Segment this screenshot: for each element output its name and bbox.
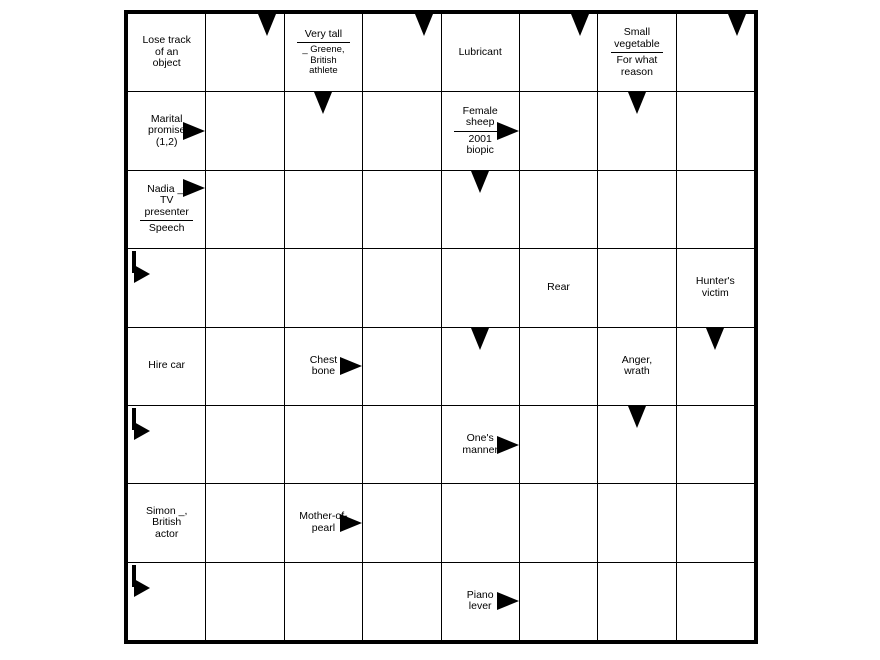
cell-content xyxy=(128,328,205,405)
answer-cell-r4c7[interactable] xyxy=(598,249,676,327)
clue-text: For what reason xyxy=(616,54,658,78)
answer-cell-r6c1[interactable] xyxy=(128,405,206,483)
answer-cell-r5c2[interactable] xyxy=(206,327,284,405)
answer-cell-r2c6[interactable] xyxy=(519,92,597,170)
answer-cell-r7c2[interactable] xyxy=(206,484,284,562)
answer-cell-r6c6[interactable] xyxy=(519,405,597,483)
clue-text: Female xyxy=(462,104,498,117)
clue-text: Marital xyxy=(150,112,183,125)
clue-text: _ Greene, xyxy=(302,44,345,56)
table-row xyxy=(128,14,755,92)
clue-text: Nadia _, xyxy=(147,182,187,195)
clue-text: Small xyxy=(623,26,651,39)
clue-text: TV xyxy=(159,194,174,207)
arrow-down-icon xyxy=(258,14,276,36)
arrow-corner-icon xyxy=(132,408,150,438)
cell-content xyxy=(520,249,597,326)
answer-cell-r4c5[interactable] xyxy=(441,249,519,327)
clue-text: athlete xyxy=(309,65,338,77)
arrow-down-icon xyxy=(628,92,646,114)
clue-text: vegetable xyxy=(614,37,660,50)
clue-text: Hunter's xyxy=(695,275,735,288)
answer-cell-r7c7[interactable] xyxy=(598,484,676,562)
answer-cell-r7c6[interactable] xyxy=(519,484,597,562)
answer-cell-r3c6[interactable] xyxy=(519,170,597,248)
clue-text: Piano xyxy=(466,588,494,601)
answer-cell-r8c1[interactable] xyxy=(128,562,206,640)
clue-cell-r6c5[interactable] xyxy=(441,405,519,483)
table-row xyxy=(128,170,755,248)
clue-text: 2001 xyxy=(468,132,492,145)
answer-cell-r5c8[interactable] xyxy=(676,327,754,405)
cell-content xyxy=(128,484,205,561)
arrow-corner-icon xyxy=(132,251,150,281)
arrow-right-icon xyxy=(183,122,205,140)
clue-text: Anger, xyxy=(621,353,653,366)
table-row xyxy=(128,249,755,327)
answer-cell-r3c7[interactable] xyxy=(598,170,676,248)
answer-cell-r7c4[interactable] xyxy=(363,484,441,562)
answer-cell-r1c4[interactable] xyxy=(363,14,441,92)
clue-text: (1,2) xyxy=(155,135,178,148)
clue-text: promise xyxy=(148,124,186,137)
clue-text: Lubricant xyxy=(458,45,502,58)
answer-cell-r5c5[interactable] xyxy=(441,327,519,405)
clue-cell-r1c5[interactable] xyxy=(441,14,519,92)
crossword-table xyxy=(127,13,755,641)
answer-cell-r5c4[interactable] xyxy=(363,327,441,405)
cell-content xyxy=(285,14,362,91)
answer-cell-r2c2[interactable] xyxy=(206,92,284,170)
crossword-grid[interactable] xyxy=(124,10,758,644)
arrow-right-icon xyxy=(183,179,205,197)
arrow-down-icon xyxy=(728,14,746,36)
answer-cell-r8c8[interactable] xyxy=(676,562,754,640)
clue-cell-r7c3[interactable] xyxy=(284,484,362,562)
answer-cell-r8c4[interactable] xyxy=(363,562,441,640)
answer-cell-r3c8[interactable] xyxy=(676,170,754,248)
answer-cell-r8c7[interactable] xyxy=(598,562,676,640)
answer-cell-r6c7[interactable] xyxy=(598,405,676,483)
cell-content xyxy=(677,249,754,326)
clue-text: biopic xyxy=(466,144,494,157)
clue-text: manner xyxy=(462,443,498,456)
answer-cell-r7c5[interactable] xyxy=(441,484,519,562)
clue-text: wrath xyxy=(624,365,650,378)
clue-text: sheep xyxy=(465,116,495,129)
answer-cell-r2c8[interactable] xyxy=(676,92,754,170)
clue-text: British xyxy=(152,516,182,529)
clue-text: Very tall xyxy=(304,27,343,40)
clue-cell-r5c7[interactable] xyxy=(598,327,676,405)
clue-text: of an xyxy=(155,45,179,58)
clue-divider xyxy=(140,220,193,221)
answer-cell-r2c7[interactable] xyxy=(598,92,676,170)
clue-cell-r1c7[interactable] xyxy=(598,14,676,92)
clue-cell-r5c1[interactable] xyxy=(128,327,206,405)
clue-text: Chest xyxy=(309,353,338,366)
clue-cell-r4c6[interactable] xyxy=(519,249,597,327)
clue-text: Lose track xyxy=(142,34,191,47)
answer-cell-r6c8[interactable] xyxy=(676,405,754,483)
clue-text: pearl xyxy=(311,521,336,534)
arrow-down-icon xyxy=(571,14,589,36)
clue-text: bone xyxy=(311,365,336,378)
arrow-down-icon xyxy=(628,406,646,428)
clue-cell-r5c3[interactable] xyxy=(284,327,362,405)
clue-text: actor xyxy=(155,527,179,540)
answer-cell-r6c3[interactable] xyxy=(284,405,362,483)
arrow-head xyxy=(134,579,150,597)
clue-cell-r2c5[interactable] xyxy=(441,92,519,170)
answer-cell-r4c3[interactable] xyxy=(284,249,362,327)
answer-cell-r5c6[interactable] xyxy=(519,327,597,405)
clue-text: presenter xyxy=(144,205,189,218)
clue-divider xyxy=(611,52,664,53)
answer-cell-r4c4[interactable] xyxy=(363,249,441,327)
answer-cell-r3c2[interactable] xyxy=(206,170,284,248)
answer-cell-r1c6[interactable] xyxy=(519,14,597,92)
cell-content xyxy=(442,14,519,91)
table-row xyxy=(128,92,755,170)
arrow-head xyxy=(134,265,150,283)
answer-cell-r1c8[interactable] xyxy=(676,14,754,92)
cell-content xyxy=(598,328,675,405)
clue-text: Hire car xyxy=(148,359,186,372)
clue-text: Simon _, xyxy=(145,504,188,517)
answer-cell-r6c4[interactable] xyxy=(363,405,441,483)
clue-text: object xyxy=(152,57,181,70)
arrow-right-icon xyxy=(340,514,362,532)
clue-cell-r3c1[interactable] xyxy=(128,170,206,248)
table-row xyxy=(128,327,755,405)
clue-text: British xyxy=(310,54,337,66)
arrow-right-icon xyxy=(497,122,519,140)
answer-cell-r4c2[interactable] xyxy=(206,249,284,327)
clue-cell-r2c1[interactable] xyxy=(128,92,206,170)
table-row xyxy=(128,562,755,640)
answer-cell-r8c3[interactable] xyxy=(284,562,362,640)
arrow-down-icon xyxy=(314,92,332,114)
answer-cell-r7c8[interactable] xyxy=(676,484,754,562)
answer-cell-r6c2[interactable] xyxy=(206,405,284,483)
clue-text: victim xyxy=(701,286,729,299)
clue-cell-r4c8[interactable] xyxy=(676,249,754,327)
arrow-head xyxy=(134,422,150,440)
answer-cell-r8c6[interactable] xyxy=(519,562,597,640)
clue-text: One's xyxy=(466,432,494,445)
answer-cell-r8c2[interactable] xyxy=(206,562,284,640)
answer-cell-r3c3[interactable] xyxy=(284,170,362,248)
arrow-right-icon xyxy=(497,592,519,610)
arrow-right-icon xyxy=(497,436,519,454)
clue-text: Mother-of- xyxy=(299,510,348,523)
clue-text: Speech xyxy=(148,222,185,235)
arrow-down-icon xyxy=(706,328,724,350)
arrow-down-icon xyxy=(471,171,489,193)
table-row xyxy=(128,484,755,562)
answer-cell-r1c2[interactable] xyxy=(206,14,284,92)
clue-text: Rear xyxy=(547,281,570,294)
cell-content xyxy=(598,14,675,91)
answer-cell-r2c3[interactable] xyxy=(284,92,362,170)
cell-content xyxy=(128,14,205,91)
clue-cell-r1c3[interactable] xyxy=(284,14,362,92)
clue-divider xyxy=(297,42,350,43)
answer-cell-r3c4[interactable] xyxy=(363,170,441,248)
clue-cell-r1c1[interactable] xyxy=(128,14,206,92)
arrow-corner-icon xyxy=(132,565,150,595)
table-row xyxy=(128,405,755,483)
clue-cell-r8c5[interactable] xyxy=(441,562,519,640)
arrow-down-icon xyxy=(471,328,489,350)
clue-text: lever xyxy=(468,600,492,613)
answer-cell-r4c1[interactable] xyxy=(128,249,206,327)
answer-cell-r3c5[interactable] xyxy=(441,170,519,248)
answer-cell-r2c4[interactable] xyxy=(363,92,441,170)
arrow-down-icon xyxy=(415,14,433,36)
clue-cell-r7c1[interactable] xyxy=(128,484,206,562)
arrow-right-icon xyxy=(340,357,362,375)
